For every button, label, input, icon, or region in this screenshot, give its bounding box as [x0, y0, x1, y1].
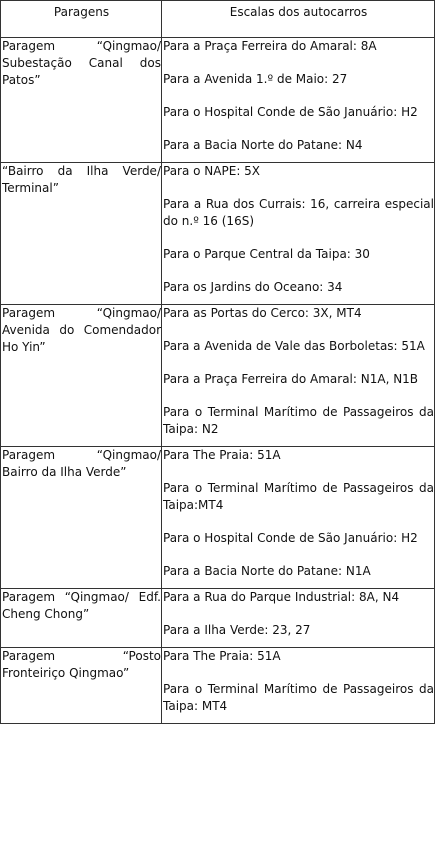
- header-stops: Paragens: [1, 1, 162, 38]
- route-list: [162, 648, 435, 724]
- route-item: Para os Jardins do Oceano: 34: [163, 280, 343, 294]
- route-item: Para a Praça Ferreira do Amaral: N1A, N1B: [163, 372, 419, 386]
- table-row: [1, 589, 435, 648]
- route-item: Para as Portas do Cerco: 3X, MT4: [163, 306, 362, 320]
- table-header-row: [1, 1, 435, 38]
- table-row: [1, 305, 435, 447]
- route-item: Para a Praça Ferreira do Amaral: 8A: [163, 39, 377, 53]
- route-item: Para The Praia: 51A: [163, 649, 281, 663]
- table-row: [1, 38, 435, 163]
- table-row: [1, 163, 435, 305]
- stop-name: Paragem “Qingmao/ Bairro da Ilha Verde”: [1, 447, 162, 589]
- route-item: Para a Avenida 1.º de Maio: 27: [163, 72, 348, 86]
- stop-name: Paragem “Qingmao/ Edf. Cheng Chong”: [1, 589, 162, 648]
- route-item: Para o Hospital Conde de São Januário: H2: [163, 531, 418, 545]
- stop-name: Paragem “Posto Fronteiriço Qingmao”: [1, 648, 162, 724]
- route-item: Para o Terminal Marítimo de Passageiros da Taipa:MT4: [163, 481, 434, 512]
- route-list: [162, 38, 435, 163]
- route-list: [162, 589, 435, 648]
- route-item: Para a Avenida de Vale das Borboletas: 51A: [163, 339, 425, 353]
- stop-name: Paragem “Qingmao/ Subestação Canal dos Patos”: [1, 38, 162, 163]
- route-item: Para o Terminal Marítimo de Passageiros da Taipa: N2: [163, 405, 434, 436]
- route-item: Para a Rua do Parque Industrial: 8A, N4: [163, 590, 400, 604]
- route-list: [162, 447, 435, 589]
- route-item: Para a Rua dos Currais: 16, carreira especial do n.º 16 (16S): [163, 197, 434, 228]
- route-item: Para o Hospital Conde de São Januário: H2: [163, 105, 418, 119]
- route-item: Para o NAPE: 5X: [163, 164, 261, 178]
- stop-name: “Bairro da Ilha Verde/ Terminal”: [1, 163, 162, 305]
- route-list: [162, 163, 435, 305]
- route-item: Para o Parque Central da Taipa: 30: [163, 247, 370, 261]
- header-bus-routes: Escalas dos autocarros: [162, 1, 435, 38]
- route-item: Para o Terminal Marítimo de Passageiros da Taipa: MT4: [163, 682, 434, 713]
- stop-name: Paragem “Qingmao/ Avenida do Comendador Ho Yin”: [1, 305, 162, 447]
- route-item: Para The Praia: 51A: [163, 448, 281, 462]
- table-row: [1, 648, 435, 724]
- route-item: Para a Ilha Verde: 23, 27: [163, 623, 311, 637]
- route-item: Para a Bacia Norte do Patane: N4: [163, 138, 363, 152]
- route-list: [162, 305, 435, 447]
- table-row: [1, 447, 435, 589]
- route-item: Para a Bacia Norte do Patane: N1A: [163, 564, 371, 578]
